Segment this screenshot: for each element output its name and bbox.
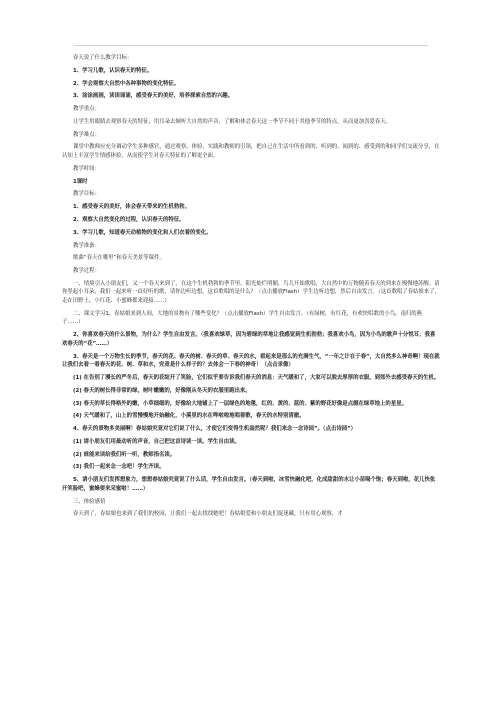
paragraph: (3) 春天的草长得格外的嫩，小草细细的，好像给大地铺上了一层绿色的地毯，红的、黄的、蓝的、紫的野花好像是点缀在绿草地上的星星。: [73, 400, 407, 407]
paragraph: 课堂中教师应充分调动学生多种感官，通过观察、体验、实践和教师的引领，把自己在生活中所看到的、听到的、闻到的、感受到的和同学们交流分享，在认知上丰富学生情感体验，从而使学生对春天特征的了解更全面。: [62, 144, 440, 160]
paragraph: (2) 春天的树长得非常的绿，树叶嫩嫩的，好像刚从冬天的衣服里跑出来。: [73, 387, 251, 394]
paragraph: 春天说了什么教学目标：: [73, 55, 133, 61]
paragraph: (4) 天气暖和了，山上的雪慢慢地开始融化，小溪里的水在哗啦啦地唱着歌，春天的水特别清澈。: [73, 413, 305, 420]
paragraph: 1、感受春天的美好，体会春天带来的生机勃勃。: [73, 204, 190, 211]
header-rule: [74, 45, 428, 46]
section-heading: 教学准备：: [73, 242, 100, 249]
paragraph: (1) 请小朋友们用最动听的声音，自己把这首诗读一读。学生自由读。: [73, 438, 240, 445]
section-heading: 教学时间：: [73, 165, 100, 172]
paragraph: (1) 在告别了漫长的严冬后，春天的花绽开了笑脸，它们似乎要告诉我们春天的消息：天气暖和了，大家可以脱去厚厚的衣服，到郊外去感受春天的生机。: [73, 374, 440, 381]
paragraph: 2、观察大自然变化的过程，认识春天的特征。: [73, 216, 185, 223]
paragraph: 5、请小朋友们发挥想象力，想想春姑娘究竟说了什么话，学生自由发言。（春天到啦，冰雪快融化吧，化成甜甜的水让小苗喝个饱；春天到啦，花儿快张开笑脸吧，蜜蜂要来采蜜啦！……）: [62, 477, 436, 492]
paragraph: 2、学会观察大自然中各种事物的变化特征。: [73, 80, 180, 87]
section-heading: 三、体验感悟: [73, 498, 106, 505]
paragraph: 3、涂涂画画，读读诵诵，感受春天的美好，培养探索自然的兴趣。: [73, 93, 234, 100]
paragraph: 3、春天是一个万物生长的季节，春天的花、春天的树、春天的草、春天的水，看起来是那么的充满生气，“一年之计在于春”，大自然多么神奇啊！现在就让我们去看一看春天的花、树、草和水，究竟是什么样子的？去体会一下春的神奇！（点击录像）: [62, 353, 440, 369]
paragraph: (3) 我们一起来念一念吧！学生齐读。: [73, 464, 165, 471]
paragraph: 一、情境引入小朋友们，又一个春天来到了，在这个生机勃勃的季节里，阳光灿烂明媚，鸟儿开始歌唱，大自然中的万物随着春天的到来在慢慢地苏醒。请你竖起小耳朵，我们一起来听一首好听的歌，请你边听边想，这首歌唱的是什么？（点击播放Flash）学生边听边想，然后自由发言。（这首歌唱了春姑娘来了，走在田野上，小红花、小蜜蜂都来迎接……）: [62, 280, 440, 305]
paragraph: 1课时: [73, 178, 88, 185]
section-heading: 教学重点：: [73, 106, 100, 113]
section-heading: 教学难点：: [73, 131, 100, 138]
paragraph: 二、课文学习1、春姑娘来到人间，大地的景物有了哪些变化？（点击播放Flash）学生自由发言。（有绿树，有红花，有欢快唱歌的小鸟，南归的燕子……）: [62, 310, 423, 326]
paragraph: (2) 谁能来读给我们听一听，教师指名读。: [73, 451, 176, 458]
document-body: [62, 54, 440, 523]
paragraph: 春天到了，春姑娘也来到了我们的校园，让我们一起去找找她吧！春姑娘爱和小朋友们捉迷藏，只有用心观察，才: [73, 511, 343, 518]
paragraph: 歌曲“春天在哪里”和春天美景等课件。: [73, 255, 165, 262]
section-heading: 教学过程：: [73, 268, 100, 275]
paragraph: 让学生用眼睛去观察春天的特征，用耳朵去倾听大自然的声音，了解和体会春天这一季节不同于其他季节的特点，从而更加喜爱春天。: [73, 118, 392, 125]
paragraph: 2、你喜欢春天的什么景物，为什么？学生自由发言。（我喜欢绿草，因为碧绿的草地让我感觉到生机勃勃；我喜欢小鸟，因为小鸟的歌声十分悦耳；我喜欢春天的“花”……）: [62, 332, 436, 347]
paragraph: 3、学习儿歌，知道春天动植物的变化和人们衣着的变化。: [73, 229, 212, 236]
paragraph: 1、学习儿歌，认识春天的特征。: [73, 67, 153, 74]
paragraph: 4、春天的景物多美丽啊！春姑娘究竟对它们说了什么，才使它们变得生机盎然呢？我们来念一念诗园”。（点击诗园”）: [73, 426, 357, 433]
section-heading: 教学目标：: [73, 191, 100, 198]
